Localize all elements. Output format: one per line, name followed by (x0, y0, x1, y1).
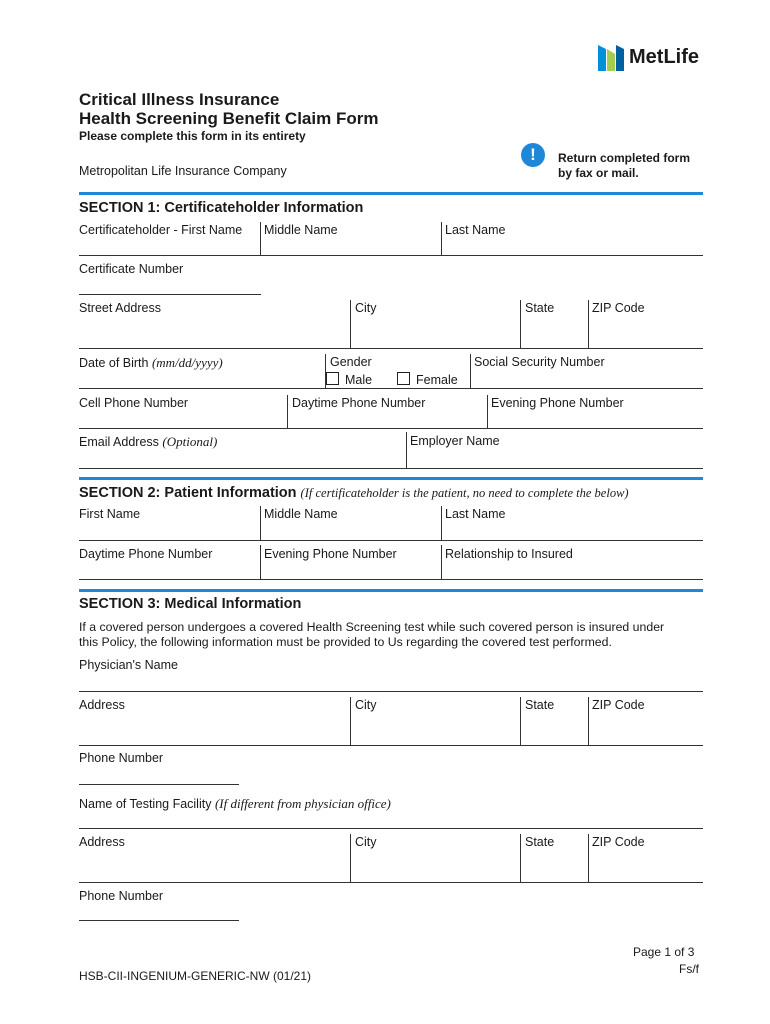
metlife-logo-icon (598, 45, 624, 71)
s1-daytime-phone-field[interactable] (289, 412, 485, 426)
section2-heading-row (79, 485, 629, 501)
s3-physician-name-field[interactable] (79, 674, 701, 690)
s2-evening-phone-field[interactable] (262, 563, 440, 578)
s3-phone-field[interactable] (79, 767, 237, 783)
notice-line1: Return completed form (558, 151, 691, 165)
s1-gender-female-option[interactable] (397, 372, 458, 387)
s3-address2-field[interactable] (79, 851, 349, 881)
s3-city2-label: City (355, 835, 377, 849)
s2-last-name-label: Last Name (445, 507, 506, 521)
s1-zip-field[interactable] (590, 318, 702, 346)
s1-cell-phone-field[interactable] (79, 412, 285, 426)
s1-state-label: State (525, 301, 555, 315)
form-title-line1: Critical Illness Insurance (79, 90, 280, 109)
s1-email-field[interactable] (79, 450, 403, 466)
s3-zip2-field[interactable] (590, 851, 702, 881)
s1-ssn-field[interactable] (472, 372, 702, 388)
form-code: HSB-CII-INGENIUM-GENERIC-NW (01/21) (79, 969, 312, 983)
s2-relationship-field[interactable] (443, 563, 701, 578)
s3-city-field[interactable] (352, 714, 518, 744)
s1-last-name-field[interactable] (443, 238, 701, 254)
s3-zip-label: ZIP Code (592, 698, 645, 712)
s3-city2-field[interactable] (352, 851, 518, 881)
s1-daytime-phone-label: Daytime Phone Number (292, 396, 426, 410)
footer-fsf: Fs/f (679, 962, 699, 976)
s3-intro-line1: If a covered person undergoes a covered Health Screening test while such covered person is insured under (79, 620, 665, 634)
s3-address2-label: Address (79, 835, 125, 849)
s3-address-label: Address (79, 698, 125, 712)
s3-facility-field[interactable] (79, 812, 701, 828)
s1-street-address-label: Street Address (79, 301, 161, 315)
s1-dob-format: (mm/dd/yyyy) (151, 355, 223, 370)
s1-zip-label: ZIP Code (592, 301, 645, 315)
s3-state-field[interactable] (522, 714, 586, 744)
section1-heading: SECTION 1: Certificateholder Information (79, 200, 364, 216)
s1-last-name-label: Last Name (445, 223, 506, 237)
s1-middle-name-field[interactable] (262, 238, 440, 254)
s3-state2-field[interactable] (522, 851, 586, 881)
page-number: Page 1 of 3 (633, 945, 695, 959)
s2-daytime-phone-field[interactable] (79, 563, 259, 578)
s3-facility-note: (If different from physician office) (214, 796, 391, 811)
s1-city-label: City (355, 301, 377, 315)
s3-phone2-label: Phone Number (79, 889, 164, 903)
s3-state-label: State (525, 698, 555, 712)
s3-facility-text: Name of Testing Facility (79, 797, 212, 811)
metlife-logo (598, 44, 708, 72)
s2-last-name-field[interactable] (443, 522, 701, 538)
s3-zip-field[interactable] (590, 714, 702, 744)
s3-phone-label: Phone Number (79, 751, 164, 765)
notice-line2: by fax or mail. (558, 166, 639, 180)
s2-middle-name-label: Middle Name (264, 507, 338, 521)
section1-divider (79, 192, 703, 195)
s3-state2-label: State (525, 835, 555, 849)
s1-female-label: Female (416, 373, 458, 387)
s1-dob-label (79, 355, 223, 371)
section3-divider (79, 589, 703, 592)
s1-evening-phone-label: Evening Phone Number (491, 396, 624, 410)
s1-dob-field[interactable] (79, 372, 323, 388)
logo-wordmark: MetLife (629, 46, 699, 68)
company-name: Metropolitan Life Insurance Company (79, 164, 287, 178)
s1-gender-male-option[interactable] (326, 372, 372, 387)
s3-facility-label (79, 796, 391, 812)
s2-relationship-label: Relationship to Insured (445, 547, 573, 561)
s3-zip2-label: ZIP Code (592, 835, 645, 849)
s1-certificate-number-label: Certificate Number (79, 262, 184, 276)
s1-dob-text: Date of Birth (79, 356, 149, 370)
s1-first-name-field[interactable] (79, 238, 259, 254)
s1-gender-label: Gender (330, 355, 372, 369)
s2-middle-name-field[interactable] (262, 522, 440, 538)
s3-intro-line2: this Policy, the following information must be provided to Us regarding the covered test performed. (79, 635, 612, 649)
s3-physician-name-label: Physician's Name (79, 658, 178, 672)
s2-first-name-label: First Name (79, 507, 141, 521)
s3-city-label: City (355, 698, 377, 712)
s1-cell-phone-label: Cell Phone Number (79, 396, 189, 410)
s2-first-name-field[interactable] (79, 522, 259, 538)
s1-ssn-label: Social Security Number (474, 355, 605, 369)
s1-street-address-field[interactable] (79, 318, 349, 346)
s1-email-label (79, 434, 217, 450)
section2-note: (If certificateholder is the patient, no need to complete the below) (300, 486, 629, 500)
s1-first-name-label: Certificateholder - First Name (79, 223, 243, 237)
s1-middle-name-label: Middle Name (264, 223, 338, 237)
s3-phone2-field[interactable] (79, 905, 237, 919)
s1-evening-phone-field[interactable] (489, 412, 702, 426)
s2-daytime-phone-label: Daytime Phone Number (79, 547, 213, 561)
s1-email-note: (Optional) (162, 434, 218, 449)
s3-address-field[interactable] (79, 714, 349, 744)
form-subtitle: Please complete this form in its entirety (79, 129, 306, 143)
s1-male-checkbox[interactable] (326, 372, 339, 385)
s1-certificate-number-field[interactable] (79, 277, 260, 293)
form-title-line2: Health Screening Benefit Claim Form (79, 109, 379, 128)
section2-divider (79, 477, 703, 480)
section3-heading: SECTION 3: Medical Information (79, 596, 302, 612)
s1-employer-label: Employer Name (410, 434, 500, 448)
exclamation-icon: ! (521, 143, 545, 167)
section2-heading: SECTION 2: Patient Information (79, 485, 297, 501)
s2-evening-phone-label: Evening Phone Number (264, 547, 397, 561)
s1-employer-field[interactable] (408, 450, 702, 466)
s1-email-text: Email Address (79, 435, 159, 449)
s1-city-field[interactable] (352, 318, 518, 346)
s1-state-field[interactable] (522, 318, 586, 346)
s1-male-label: Male (345, 373, 373, 387)
s1-female-checkbox[interactable] (397, 372, 410, 385)
